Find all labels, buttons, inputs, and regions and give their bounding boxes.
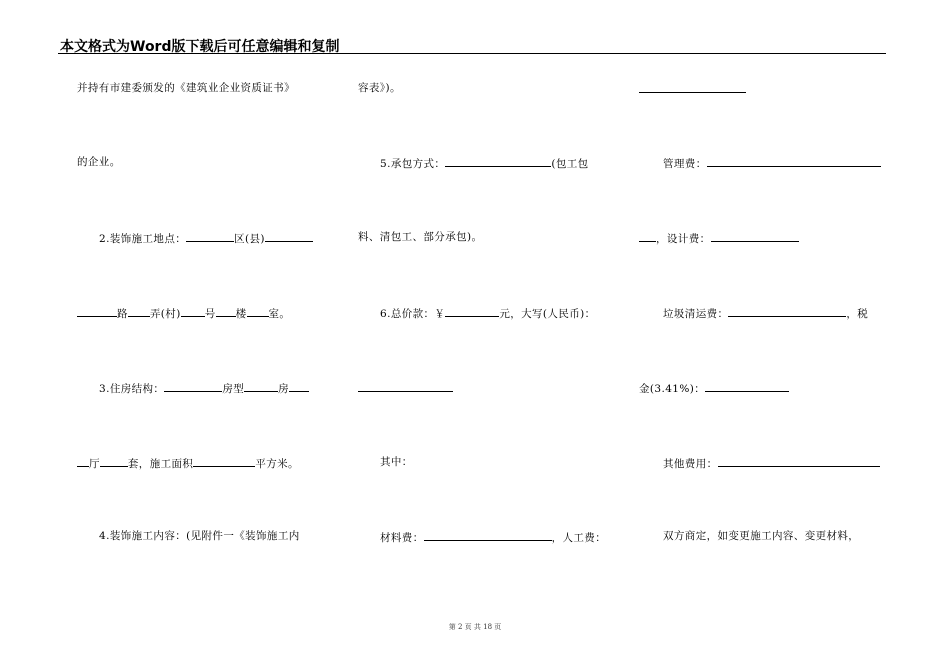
total-price-line bbox=[380, 305, 596, 321]
management-fee-line bbox=[663, 155, 881, 171]
county-blank bbox=[265, 230, 313, 242]
material-cost-line bbox=[380, 529, 606, 545]
label: 路 bbox=[117, 308, 128, 320]
label: 区(县) bbox=[234, 233, 265, 245]
other-fees-blank bbox=[718, 455, 880, 467]
label: (包工包 bbox=[551, 158, 589, 170]
set-blank bbox=[100, 455, 128, 467]
district-blank bbox=[186, 230, 234, 242]
page-mid: 页 共 bbox=[464, 623, 481, 631]
label: 5.承包方式： bbox=[380, 158, 446, 170]
text-line: 容表》)。 bbox=[358, 82, 401, 94]
text-line: 4.装饰施工内容：(见附件一《装饰施工内 bbox=[99, 530, 300, 542]
room-type-blank bbox=[244, 380, 278, 392]
price-words-blank bbox=[358, 380, 453, 392]
label: ，人工费： bbox=[551, 532, 607, 544]
house-structure-line bbox=[99, 380, 309, 396]
label: ，设计费： bbox=[656, 233, 711, 245]
label: 3.住房结构： bbox=[99, 383, 165, 395]
page-footer bbox=[0, 622, 950, 632]
label: 垃圾清运费： bbox=[663, 308, 729, 320]
tax-blank bbox=[705, 380, 789, 392]
contract-method-line bbox=[380, 155, 589, 171]
label: 楼 bbox=[235, 308, 247, 320]
garbage-fee-line bbox=[663, 305, 868, 321]
road-blank bbox=[77, 305, 117, 317]
address-line bbox=[77, 305, 290, 321]
label: 管理费： bbox=[663, 158, 707, 170]
text-line: 其中： bbox=[380, 456, 413, 468]
label: 6.总价款：￥ bbox=[380, 308, 446, 320]
hall-blank bbox=[77, 455, 89, 467]
room-blank bbox=[247, 305, 269, 317]
label: 房 bbox=[278, 383, 290, 395]
building-blank bbox=[216, 305, 236, 317]
area-blank bbox=[193, 455, 255, 467]
label: 金(3.41%)： bbox=[639, 383, 706, 395]
area-line bbox=[77, 455, 299, 471]
label: 其他费用： bbox=[663, 458, 718, 470]
label: ，税 bbox=[846, 308, 869, 320]
page-suffix: 页 bbox=[494, 623, 502, 631]
rooms-blank bbox=[289, 380, 309, 392]
management-fee-blank bbox=[707, 155, 881, 167]
label: 号 bbox=[204, 308, 216, 320]
label: 套，施工面积 bbox=[127, 458, 194, 470]
number-blank bbox=[181, 305, 205, 317]
page-prefix: 第 bbox=[448, 623, 456, 631]
structure-blank bbox=[164, 380, 222, 392]
label: 材料费： bbox=[380, 532, 424, 544]
label: 平方米。 bbox=[255, 458, 299, 470]
label: 弄(村) bbox=[149, 308, 181, 320]
label: 2.装饰施工地点： bbox=[99, 233, 187, 245]
label: 元，大写(人民币)： bbox=[499, 308, 596, 320]
design-fee-blank bbox=[711, 230, 799, 242]
label: 房型 bbox=[222, 383, 245, 395]
text-line: 双方商定，如变更施工内容、变更材料， bbox=[663, 530, 860, 542]
price-words-line bbox=[358, 380, 453, 396]
continued-blank bbox=[639, 81, 746, 93]
document-header-title: 本文格式为Word版下载后可任意编辑和复制 bbox=[60, 39, 340, 55]
other-fees-line bbox=[663, 455, 880, 471]
contract-method-blank bbox=[445, 155, 551, 167]
page-total: 18 bbox=[483, 623, 493, 631]
labor-cost-blank bbox=[639, 230, 656, 242]
total-price-blank bbox=[445, 305, 499, 317]
label: 室。 bbox=[268, 308, 291, 320]
construction-location-line bbox=[99, 230, 313, 246]
blank-line bbox=[639, 81, 746, 97]
label: 厅 bbox=[89, 458, 100, 470]
text-line: 并持有市建委颁发的《建筑业企业资质证书》 bbox=[77, 82, 295, 94]
garbage-fee-blank bbox=[728, 305, 846, 317]
text-line: 料、清包工、部分承包)。 bbox=[358, 231, 483, 243]
design-fee-line bbox=[639, 230, 799, 246]
tax-line bbox=[639, 380, 789, 396]
text-line: 的企业。 bbox=[77, 156, 121, 168]
page-current: 2 bbox=[457, 623, 463, 631]
lane-blank bbox=[128, 305, 150, 317]
header-divider bbox=[58, 53, 886, 54]
material-cost-blank bbox=[424, 529, 552, 541]
